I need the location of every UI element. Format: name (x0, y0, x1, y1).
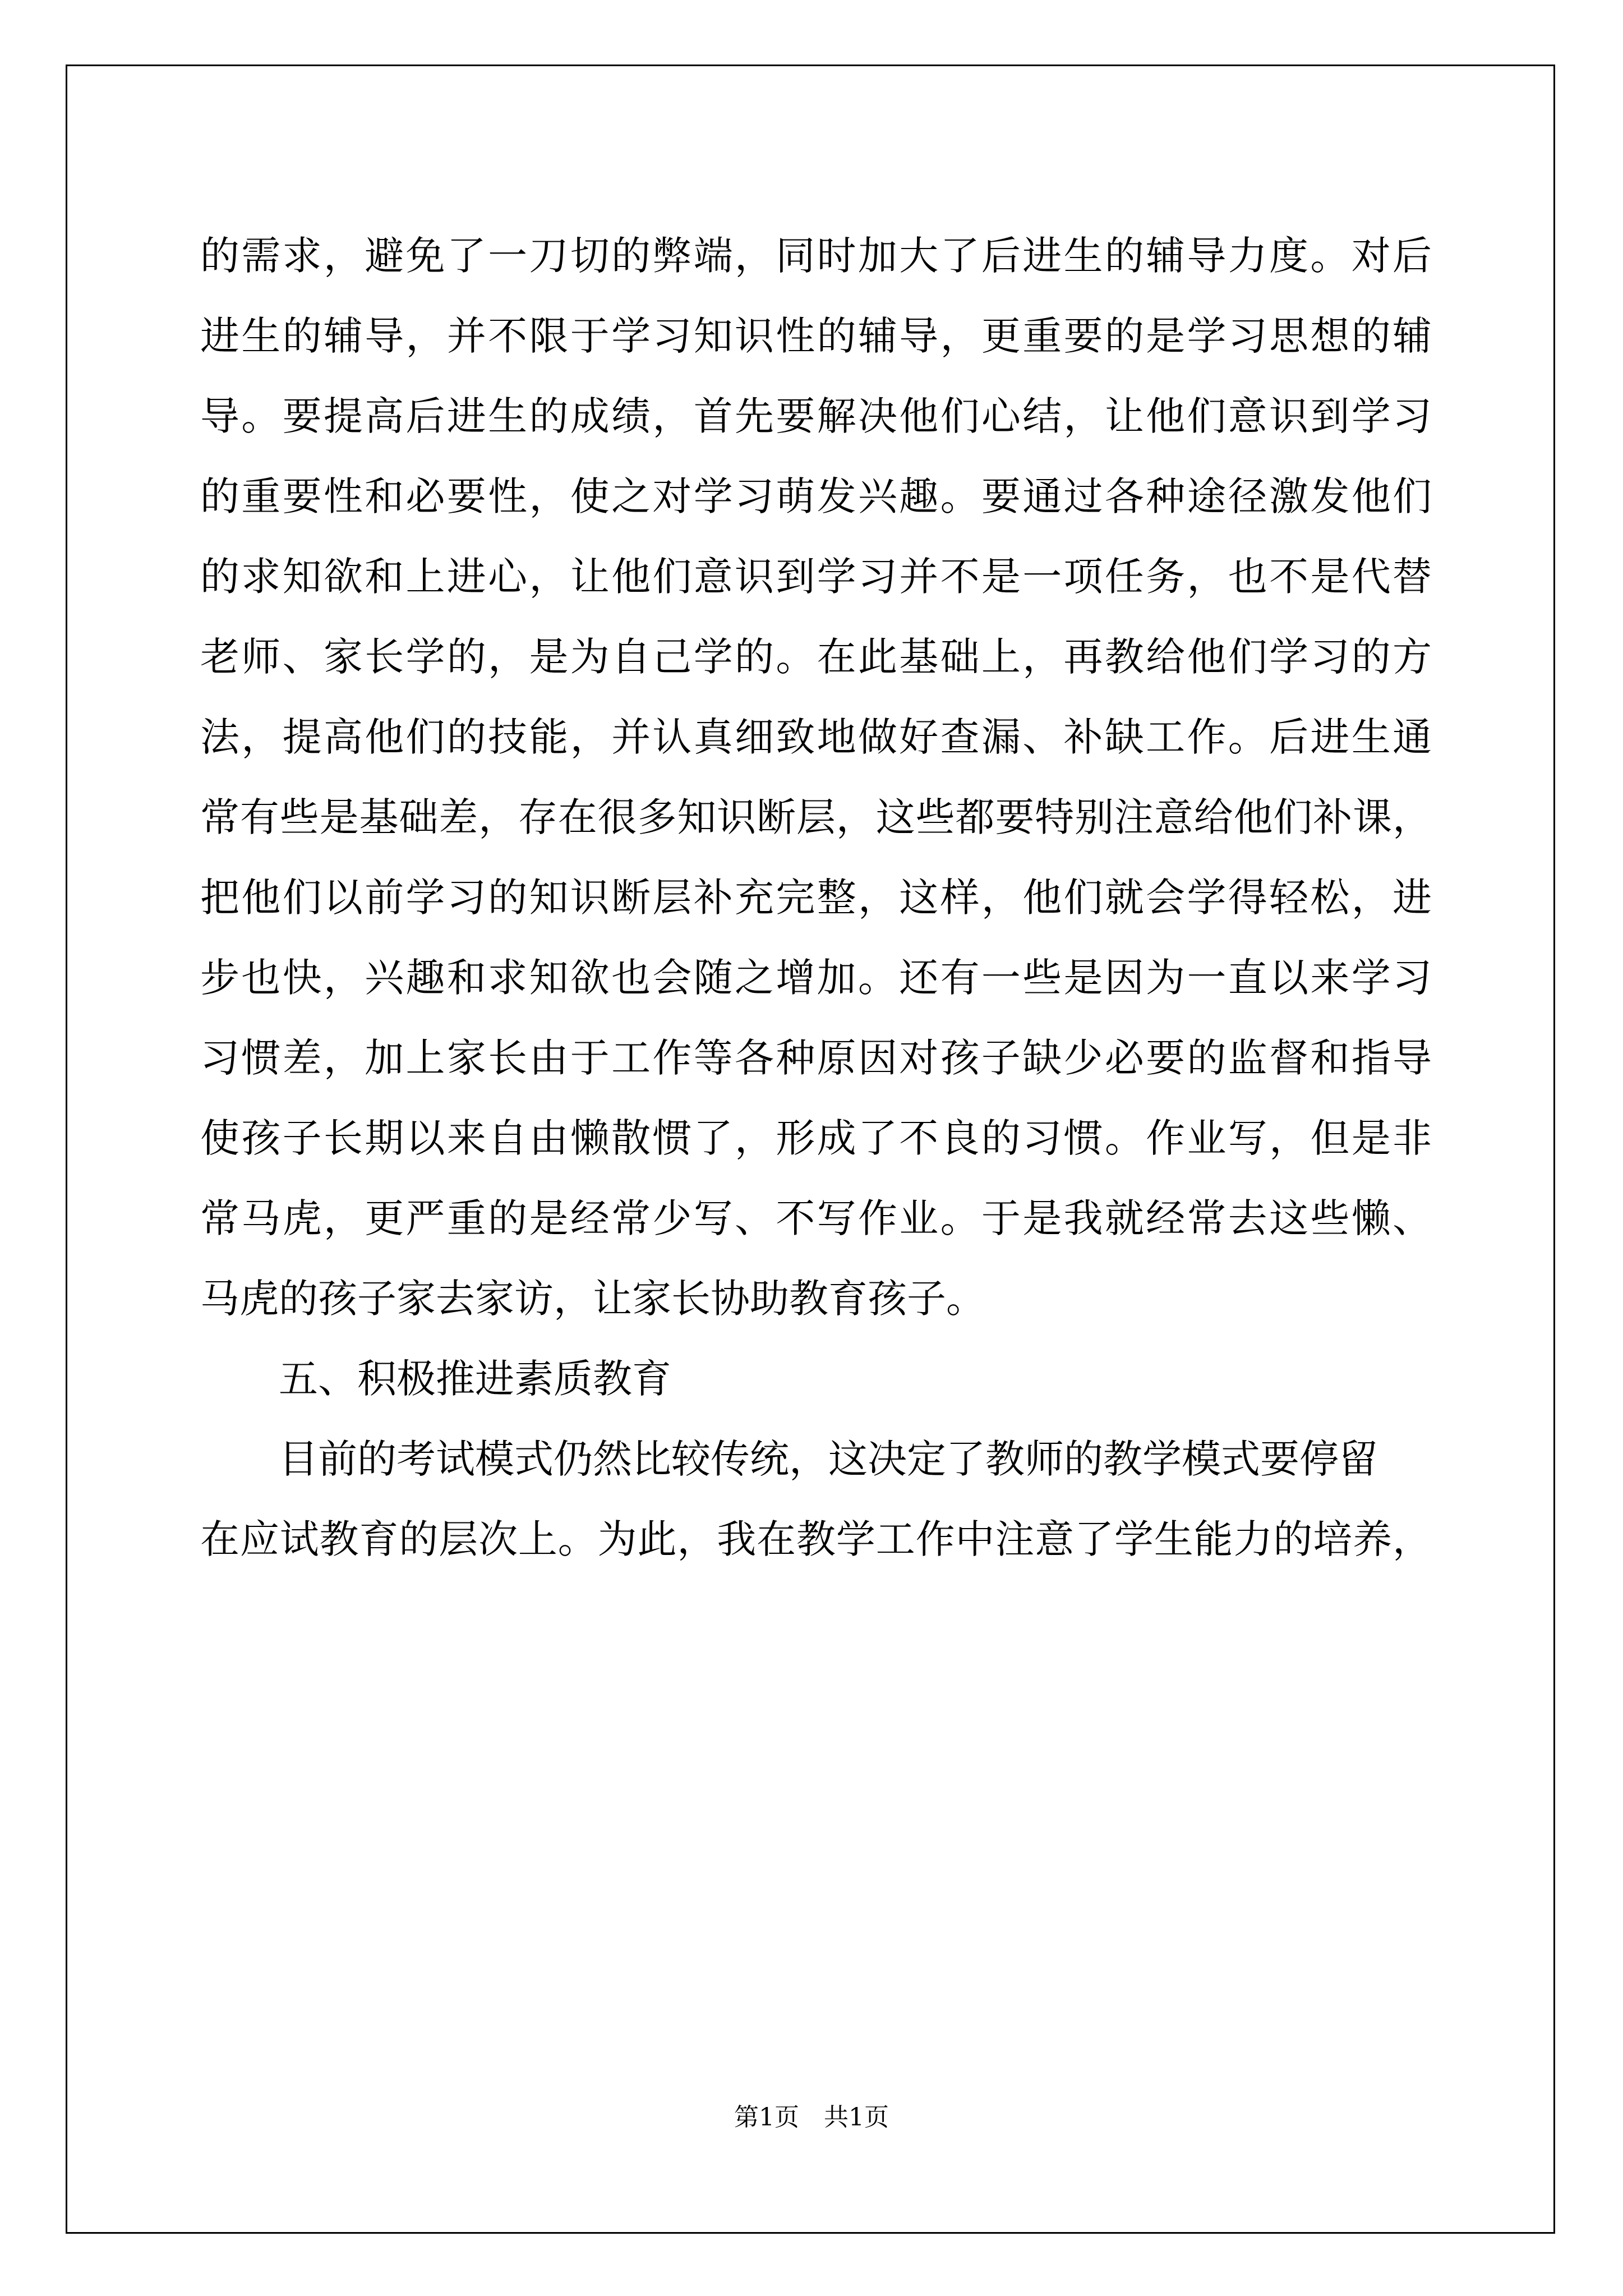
text-line: 的需求，避免了一刀切的弊端，同时加大了后进生的辅导力度。对后 (200, 233, 1432, 279)
text-line: 导。要提高后进生的成绩，首先要解决他们心结，让他们意识到学习 (200, 393, 1432, 439)
text-line: 目前的考试模式仍然比较传统，这决定了教师的教学模式要停留 (279, 1436, 1378, 1482)
text-line: 的求知欲和上进心，让他们意识到学习并不是一项任务，也不是代替 (200, 554, 1432, 600)
text-line: 常马虎，更严重的是经常少写、不写作业。于是我就经常去这些懒、 (200, 1195, 1432, 1241)
text-line: 使孩子长期以来自由懒散惯了，形成了不良的习惯。作业写，但是非 (200, 1115, 1432, 1161)
text-line: 在应试教育的层次上。为此，我在教学工作中注意了学生能力的培养， (200, 1516, 1432, 1562)
page-number: 第1页 共1页 (734, 2103, 889, 2132)
text-line: 把他们以前学习的知识断层补充完整，这样，他们就会学得轻松，进 (200, 875, 1432, 921)
text-line: 法，提高他们的技能，并认真细致地做好查漏、补缺工作。后进生通 (200, 714, 1432, 760)
document-body (200, 216, 1432, 1580)
section-heading: 五、积极推进素质教育 (279, 1356, 671, 1402)
text-line: 常有些是基础差，存在很多知识断层，这些都要特别注意给他们补课， (200, 794, 1432, 840)
text-line: 进生的辅导，并不限于学习知识性的辅导，更重要的是学习思想的辅 (200, 313, 1432, 359)
text-line: 马虎的孩子家去家访，让家长协助教育孩子。 (200, 1276, 985, 1322)
text-line: 的重要性和必要性，使之对学习萌发兴趣。要通过各种途径激发他们 (200, 473, 1432, 519)
text-line: 习惯差，加上家长由于工作等各种原因对孩子缺少必要的监督和指导 (200, 1035, 1432, 1081)
text-line: 老师、家长学的，是为自己学的。在此基础上，再教给他们学习的方 (200, 634, 1432, 680)
text-line: 步也快，兴趣和求知欲也会随之增加。还有一些是因为一直以来学习 (200, 955, 1432, 1001)
